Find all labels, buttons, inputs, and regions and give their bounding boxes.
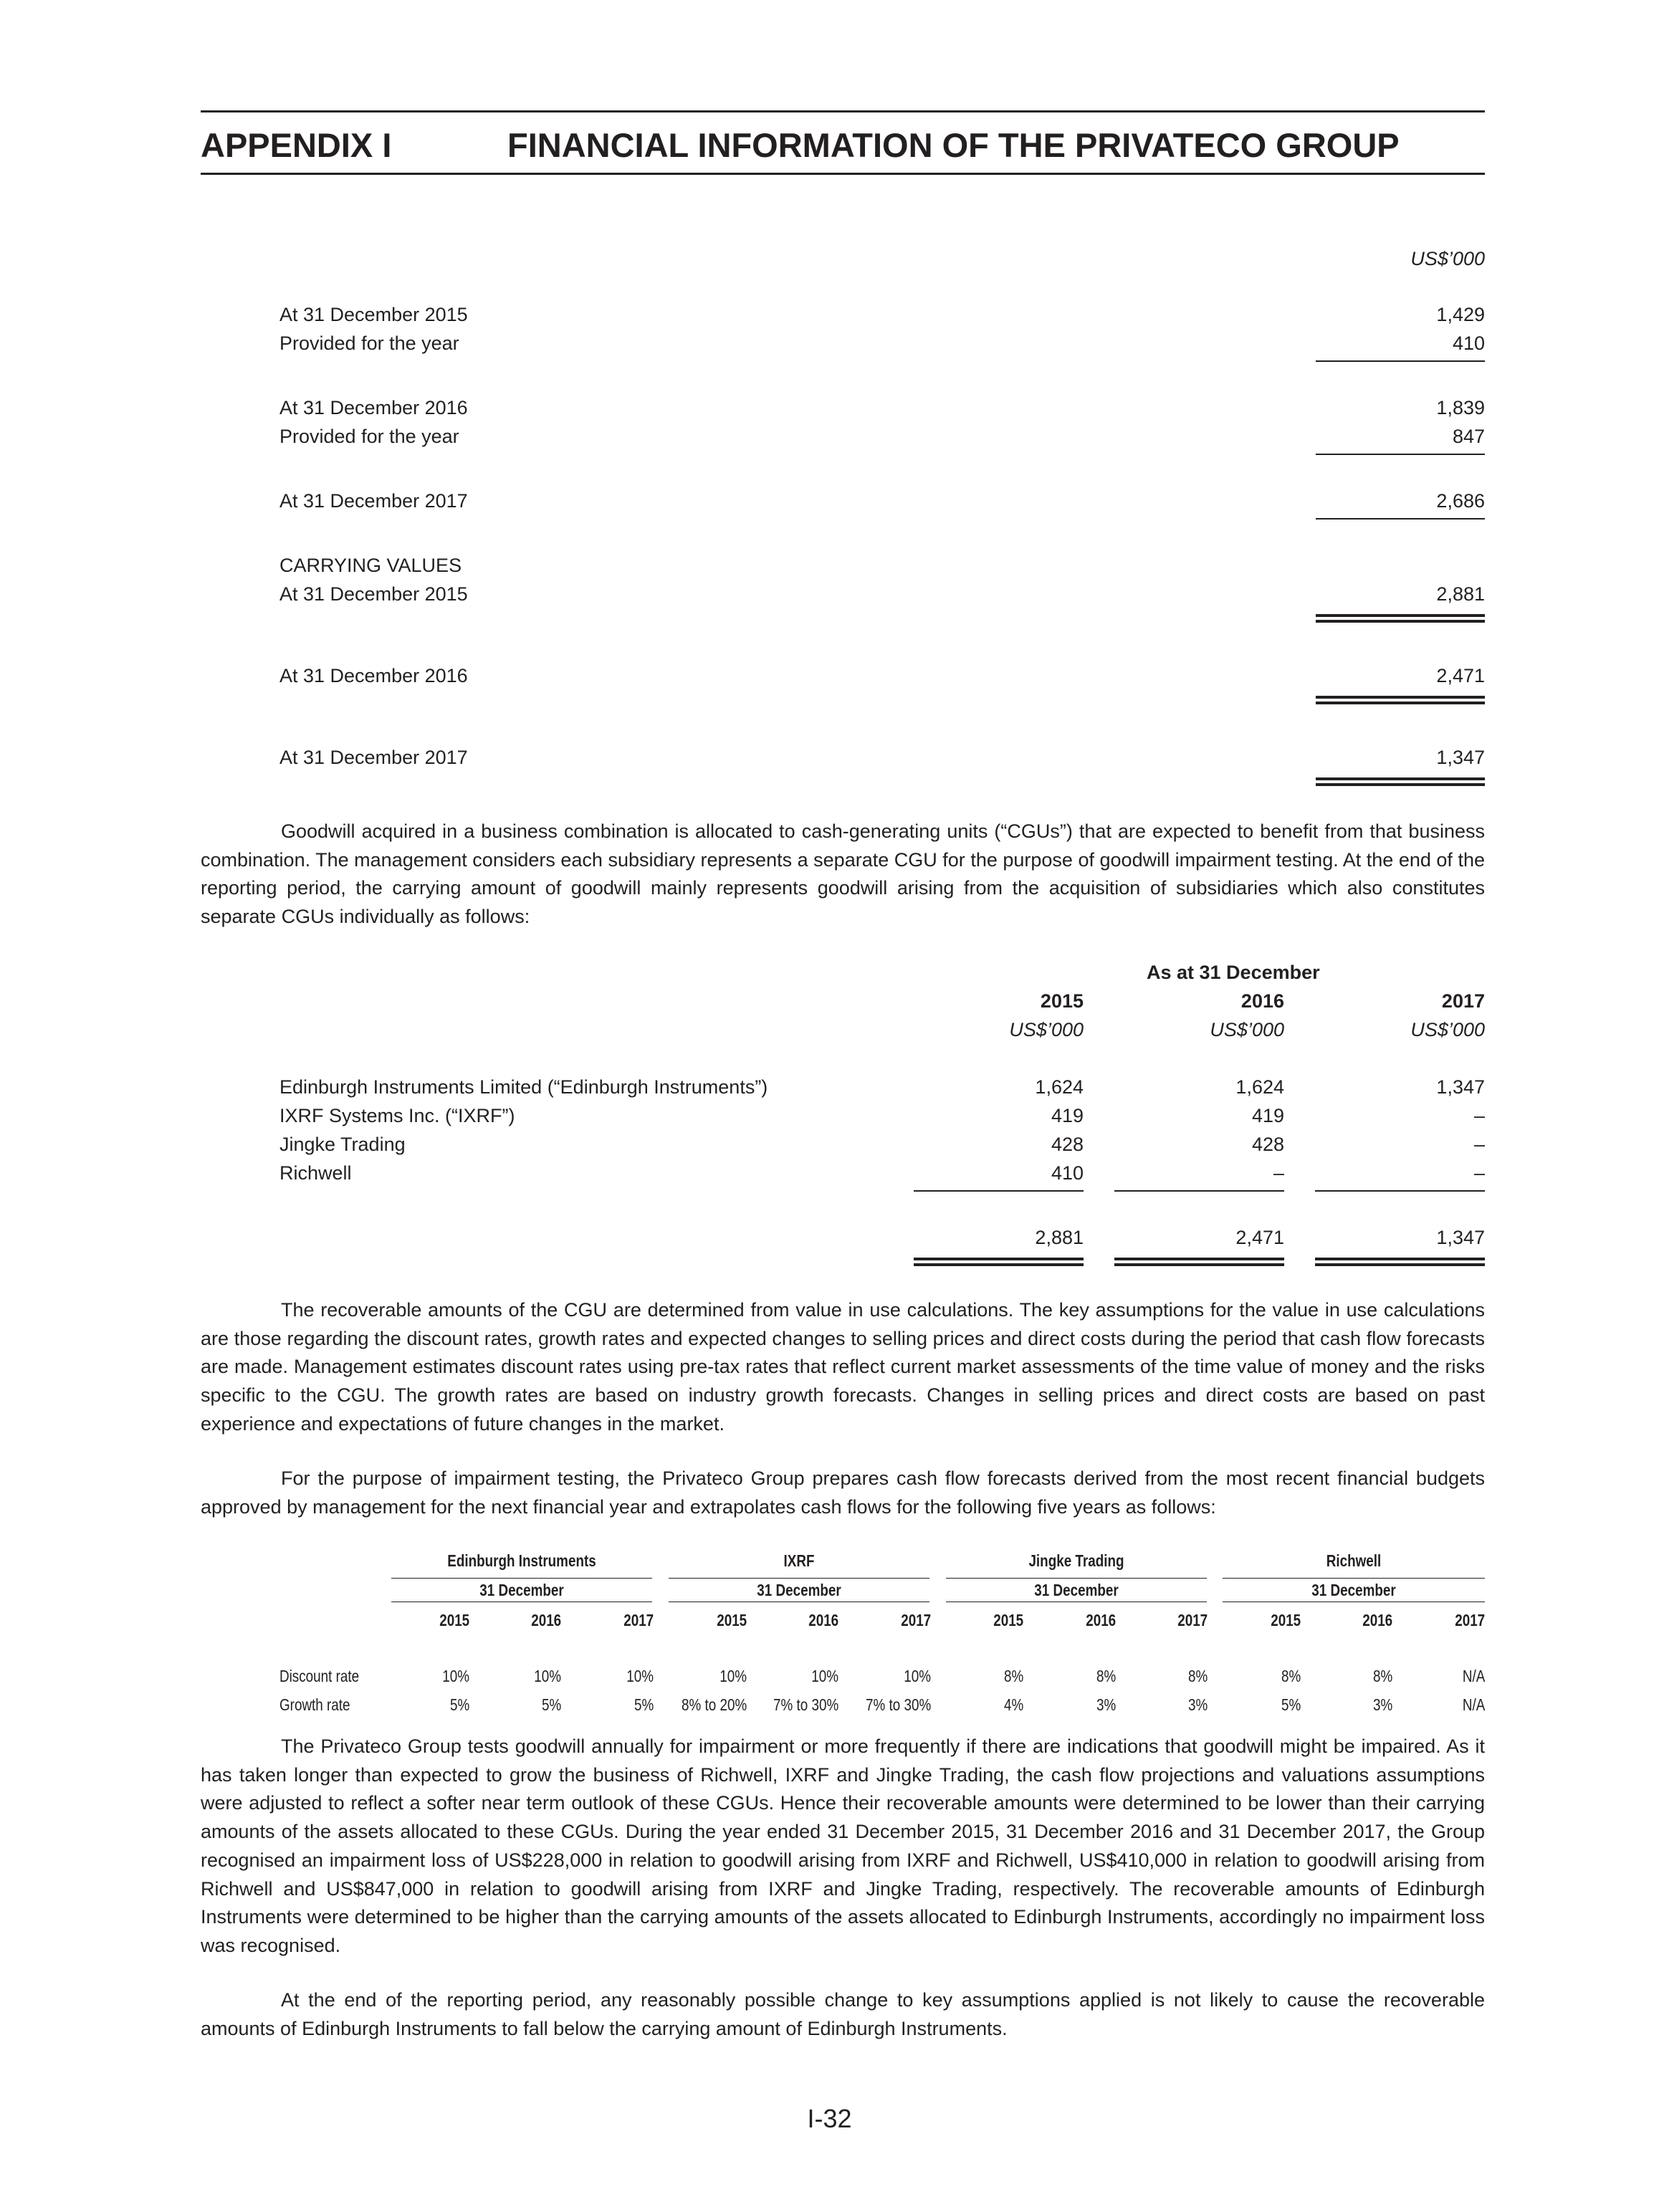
group-rule [1223,1578,1485,1579]
appendix-label: APPENDIX I [201,126,392,164]
page-header [201,110,1485,175]
table-cell: 3% [1096,1695,1116,1714]
row-value: 1,839 [1436,397,1485,418]
year-header: 2015 [993,1611,1023,1629]
assumption-label: Discount rate [279,1667,360,1685]
row-label: At 31 December 2016 [279,397,468,418]
group-rule [669,1601,929,1602]
total-cell: 2,471 [1235,1227,1284,1248]
table-cell: 8% [1096,1667,1116,1685]
unit-header: US$’000 [1210,1019,1284,1040]
year-header: 2017 [1177,1611,1208,1629]
unit-header: US$’000 [1410,1019,1485,1040]
table-cell: 10% [534,1667,561,1685]
table-cell: 3% [1187,1695,1208,1714]
table-row-label: IXRF Systems Inc. (“IXRF”) [279,1105,515,1126]
group-name: IXRF [783,1551,815,1570]
total-double-rule [1114,1258,1284,1266]
group-name: Richwell [1326,1551,1382,1570]
year-header: 2017 [1441,990,1485,1012]
table-cell: 3% [1372,1695,1392,1714]
group-rule [391,1601,652,1602]
year-header: 2016 [808,1611,838,1629]
subtotal-rule [1315,1190,1485,1192]
table-cell: 8% [1372,1667,1392,1685]
table-cell: 10% [811,1667,838,1685]
table-cell: 7% to 30% [773,1695,838,1714]
row-value: 1,429 [1436,304,1485,325]
subtotal-rule [914,1190,1084,1192]
year-header: 2015 [717,1611,747,1629]
table-cell: N/A [1462,1667,1485,1685]
row-value: 2,686 [1436,490,1485,512]
row-label: At 31 December 2016 [279,665,468,686]
row-value: 847 [1452,426,1485,447]
row-value: 2,471 [1436,665,1485,686]
table-cell: – [1473,1162,1485,1184]
paragraph-sensitivity: At the end of the reporting period, any reasonably possible change to key assumptions applied is not likely to cause the recoverable amounts of Edinburgh Instruments to fall below the carrying amount of Edinburgh Instruments. [201,1989,1485,2039]
group-header: As at 31 December [1147,962,1320,983]
total-cell: 2,881 [1035,1227,1084,1248]
year-header: 2016 [1086,1611,1116,1629]
group-rule [391,1578,652,1579]
total-cell: 1,347 [1436,1227,1485,1248]
table-row-label: Jingke Trading [279,1134,406,1155]
unit-label: US$’000 [1410,248,1485,269]
row-value: 410 [1452,332,1485,354]
group-rule [669,1578,929,1579]
table-cell: 1,347 [1436,1076,1485,1098]
year-header: 2017 [901,1611,931,1629]
group-rule [946,1578,1207,1579]
table-cell: 8% [1003,1667,1023,1685]
unit-header: US$’000 [1009,1019,1084,1040]
row-value: 1,347 [1436,747,1485,768]
table-cell: – [1473,1134,1485,1155]
table-cell: 5% [1281,1695,1301,1714]
table-cell: 8% [1187,1667,1208,1685]
row-label: Provided for the year [279,332,459,354]
group-name: Edinburgh Instruments [447,1551,596,1570]
subtotal-rule [1316,360,1485,362]
carrying-heading: CARRYING VALUES [279,555,462,576]
row-label: Provided for the year [279,426,459,447]
year-header: 2015 [1271,1611,1301,1629]
paragraph-recoverable-amounts: The recoverable amounts of the CGU are determined from value in use calculations. The key assumptions for the value in use calculations are those regarding the discount rates, growth rates and expected changes to selling prices and direct costs during the period that cash flow forecasts are made. Management estimates discount rates using pre-tax rates that reflect current market assessments of the time value of money and the risks specific to the CGU. The growth rates are based on industry growth forecasts. Changes in selling prices and direct costs are based on past experience and expectations of future changes in the market. [201,1299,1485,1435]
year-header: 2017 [623,1611,654,1629]
year-header: 2016 [531,1611,561,1629]
total-double-rule [1316,614,1485,623]
paragraph-impairment-testing: For the purpose of impairment testing, the Privateco Group prepares cash flow forecasts derived from the most recent financial budgets approved by management for the next financial year and extrapolates cash flows for the following five years as follows: [201,1468,1485,1518]
table-cell: 4% [1003,1695,1023,1714]
row-value: 2,881 [1436,583,1485,605]
group-subheader: 31 December [1034,1581,1119,1599]
group-subheader: 31 December [1311,1581,1396,1599]
table-cell: – [1473,1105,1485,1126]
row-label: At 31 December 2015 [279,583,468,605]
row-label: At 31 December 2017 [279,490,468,512]
table-cell: 1,624 [1035,1076,1084,1098]
year-header: 2015 [1040,990,1084,1012]
year-header: 2016 [1240,990,1284,1012]
table-cell: 428 [1051,1134,1084,1155]
group-name: Jingke Trading [1028,1551,1124,1570]
paragraph-annual-testing: The Privateco Group tests goodwill annually for impairment or more frequently if there are indications that goodwill might be impaired. As it has taken longer than expected to grow the business of Richwell, IXRF and Jingke Trading, the cash flow projections and valuations assumptions were adjusted to reflect a softer near term outlook of these CGUs. Hence their recoverable amounts were determined to be lower than their carrying amounts of the assets allocated to these CGUs. During the year ended 31 December 2015, 31 December 2016 and 31 December 2017, the Group recognised an impairment loss of US$228,000 in relation to goodwill arising from IXRF and Richwell, US$410,000 in relation to goodwill arising from Richwell and US$847,000 in relation to goodwill arising from IXRF and Jingke Trading, respectively. The recoverable amounts of Edinburgh Instruments were determined to be higher than the carrying amounts of the assets allocated to Edinburgh Instruments, accordingly no impairment loss was recognised. [201,1735,1485,1956]
subtotal-rule [1316,518,1485,520]
table-cell: 1,624 [1235,1076,1284,1098]
group-rule [946,1601,1207,1602]
total-double-rule [1316,696,1485,704]
page-number: I-32 [807,2104,852,2133]
total-double-rule [1316,777,1485,786]
paragraph-goodwill-allocation: Goodwill acquired in a business combination is allocated to cash-generating units (“CGUs”) that are expected to benefit from that business combination. The management considers each subsidiary represents a separate CGU for the purpose of goodwill impairment testing. At the end of the reporting period, the carrying amount of goodwill mainly represents goodwill arising from the acquisition of subsidiaries which also constitutes separate CGUs individually as follows: [201,820,1485,928]
subtotal-rule [1316,454,1485,455]
table-row-label: Richwell [279,1162,352,1184]
table-cell: 10% [719,1667,747,1685]
group-subheader: 31 December [757,1581,841,1599]
assumption-label: Growth rate [279,1695,350,1714]
subtotal-rule [1114,1190,1284,1192]
table-cell: 5% [541,1695,561,1714]
table-cell: 8% [1281,1667,1301,1685]
table-cell: 10% [626,1667,654,1685]
table-cell: 419 [1051,1105,1084,1126]
page-title: FINANCIAL INFORMATION OF THE PRIVATECO GROUP [507,126,1400,164]
year-header: 2015 [439,1611,469,1629]
total-double-rule [1315,1258,1485,1266]
table-cell: – [1273,1162,1284,1184]
table-cell: 5% [634,1695,654,1714]
row-label: At 31 December 2015 [279,304,468,325]
table-cell: 7% to 30% [865,1695,931,1714]
group-subheader: 31 December [479,1581,564,1599]
table-cell: 428 [1251,1134,1284,1155]
table-cell: 419 [1251,1105,1284,1126]
table-cell: N/A [1462,1695,1485,1714]
total-double-rule [914,1258,1084,1266]
group-rule [1223,1601,1485,1602]
row-label: At 31 December 2017 [279,747,468,768]
table-cell: 10% [904,1667,931,1685]
table-cell: 5% [449,1695,469,1714]
year-header: 2016 [1362,1611,1392,1629]
table-cell: 8% to 20% [681,1695,747,1714]
table-cell: 10% [442,1667,469,1685]
table-cell: 410 [1051,1162,1084,1184]
table-row-label: Edinburgh Instruments Limited (“Edinburgh Instruments”) [279,1076,768,1098]
year-header: 2017 [1455,1611,1485,1629]
